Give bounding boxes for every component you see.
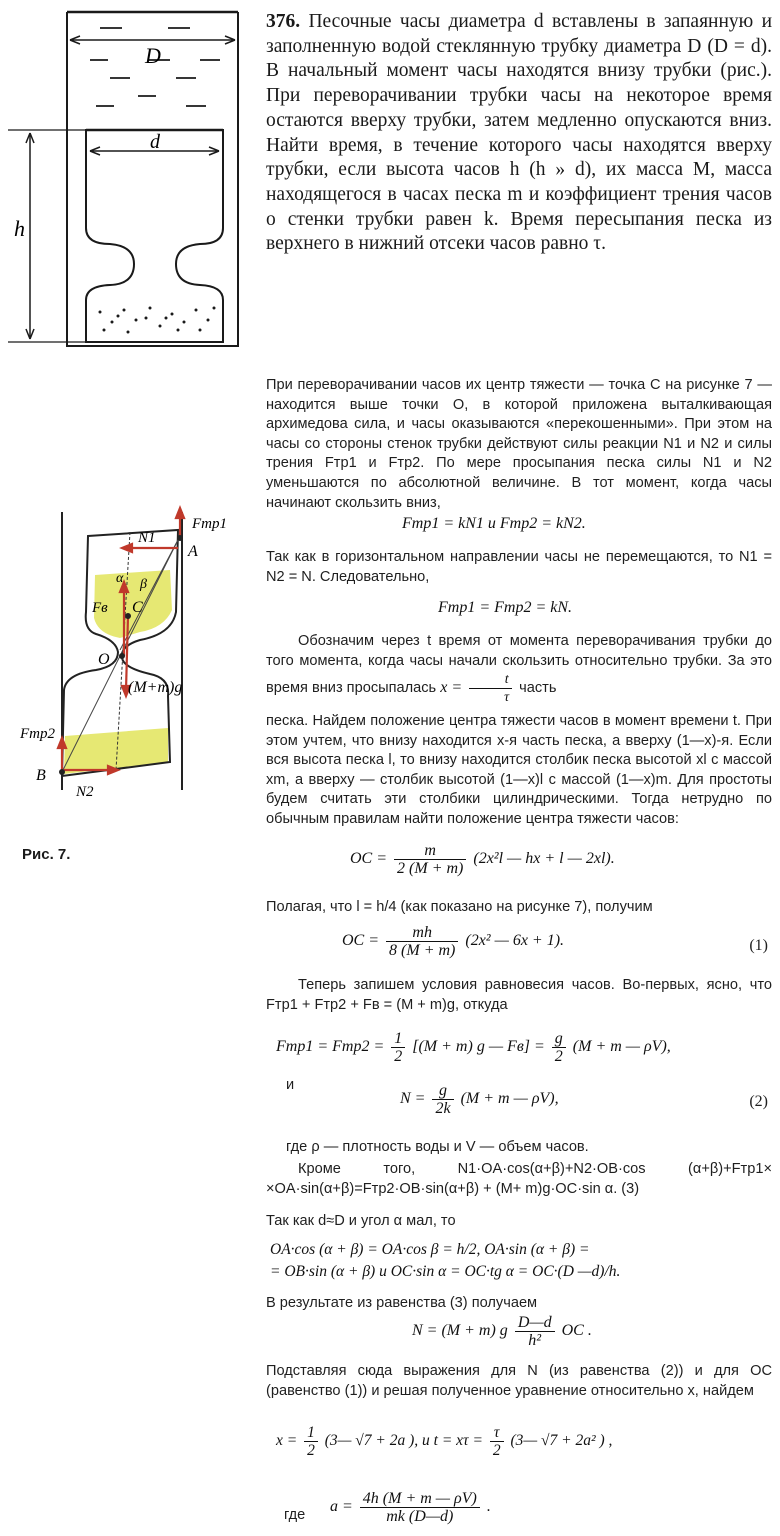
f-num1: 1 bbox=[391, 1030, 405, 1048]
x-eq-label: x = bbox=[440, 679, 463, 697]
text-3b: часть bbox=[519, 680, 557, 697]
f-right: (M + m — ρV), bbox=[572, 1038, 671, 1056]
eq2-right: (M + m — ρV), bbox=[460, 1090, 559, 1108]
solution-paragraph-3c: песка. Найдем положение центра тяжести часов в момент времени t. При этом учтем, что внизу находится x-я часть песка, а вверху (1—x)-я. Если вся высота песка l, то внизу находится столбик песка высотой xl с массой xm, а вверху — столбик высотой (1—x)l с массой (1—x)m. Для простоты будем считать эти столбики цилиндрическими. Тогда нетрудно по обычным правилам найти положение центра тяжести часов: bbox=[266, 713, 772, 827]
figure-tube bbox=[0, 0, 260, 360]
f-den1: 2 bbox=[394, 1048, 403, 1065]
equation-friction-values bbox=[276, 1030, 671, 1065]
f-mid: [(M + m) g — Fв] = bbox=[412, 1038, 545, 1056]
x-num1: 1 bbox=[304, 1424, 318, 1442]
oc-left: OC = bbox=[350, 850, 388, 868]
n-num: D—d bbox=[515, 1314, 555, 1332]
a-den: mk (D—d) bbox=[386, 1508, 454, 1525]
word-where: где bbox=[284, 1507, 306, 1523]
a-left: a = bbox=[330, 1498, 353, 1516]
equation-sin: = OB·sin (α + β) и OC·sin α = OC·tg α = OC·(D —d)/h. bbox=[270, 1263, 621, 1280]
equation-friction-equal: Fтр1 = Fтр2 = kN. bbox=[438, 599, 573, 616]
eq1-den: 8 (M + m) bbox=[389, 942, 456, 959]
figure-caption: Рис. 7. bbox=[22, 846, 71, 863]
x-den: τ bbox=[504, 690, 510, 706]
x-den1: 2 bbox=[307, 1442, 315, 1459]
text-3a: Обозначим через t время от момента переворачивания трубки до того момента, когда часы начали скользить относительно трубки. За это время вниз просыпалась bbox=[266, 633, 772, 697]
equation-n bbox=[412, 1314, 592, 1349]
label-d: d bbox=[150, 131, 160, 153]
problem-statement bbox=[266, 10, 772, 257]
x-left: x = bbox=[276, 1432, 298, 1450]
solution-paragraph-2: Так как в горизонтальном направлении часы не перемещаются, то N1 = N2 = N. Следовательно, bbox=[266, 549, 772, 585]
label-a: A bbox=[188, 543, 198, 560]
x-fraction bbox=[440, 672, 519, 706]
x-den2: 2 bbox=[492, 1442, 501, 1459]
equation-oc bbox=[350, 842, 615, 877]
label-c: C bbox=[132, 599, 143, 616]
solution-paragraph-10: В результате из равенства (3) получаем bbox=[266, 1295, 538, 1311]
label-h: h bbox=[14, 216, 25, 241]
label-beta: β bbox=[140, 577, 147, 592]
oc-right: (2x²l — hx + l — 2xl). bbox=[473, 850, 615, 868]
eq2-den: 2k bbox=[435, 1100, 451, 1117]
label-fv: Fв bbox=[92, 600, 108, 616]
n-right: OC . bbox=[561, 1322, 592, 1340]
f-den2: 2 bbox=[554, 1048, 563, 1065]
solution-paragraph-11: Подставляя сюда выражения для N (из равенства (2)) и для OC (равенство (1)) и решая полученное уравнение относительно x, найдем bbox=[266, 1363, 772, 1399]
label-b: B bbox=[36, 767, 46, 784]
equation-a bbox=[330, 1490, 491, 1525]
x-mid: (3— √7 + 2a ), и t = xτ = bbox=[324, 1432, 483, 1450]
x-right: (3— √7 + 2a² ) , bbox=[510, 1432, 613, 1450]
equation-1-number: (1) bbox=[749, 937, 768, 954]
eq2-left: N = bbox=[400, 1090, 426, 1108]
label-o: O bbox=[98, 651, 110, 668]
solution-paragraph-5: Теперь запишем условия равновесия часов. Во-первых, ясно, что Fтр1 + Fтр2 + Fв = (M + m)g, откуда bbox=[266, 977, 772, 1013]
eq2-num: g bbox=[432, 1082, 453, 1100]
oc-den: 2 (M + m) bbox=[397, 860, 464, 877]
problem-number: 376. bbox=[266, 11, 301, 32]
equation-x bbox=[276, 1424, 612, 1459]
solution-paragraph-1: При переворачивании часов их центр тяжести — точка C на рисунке 7 — находится выше точки O, в которой приложена выталкивающая архимедова сила, и часы оказываются «перекошенными». При этом на часы со стороны стенок трубки действуют силы реакции N1 и N2 и силы трения Fтр1 и Fтр2. По мере просыпания песка силы N1 и N2 уменьшаются по абсолютной величине. В тот момент, когда часы начинают скользить вниз, bbox=[266, 377, 772, 511]
f-left: Fтр1 = Fтр2 = bbox=[276, 1038, 385, 1056]
x-num2: τ bbox=[490, 1424, 504, 1442]
solution-paragraph-4: Полагая, что l = h/4 (как показано на рисунке 7), получим bbox=[266, 899, 653, 915]
n-left: N = (M + m) g bbox=[412, 1322, 508, 1340]
solution-paragraph-8: Кроме того, N1·OA·cos(α+β)+N2·OB·cos (α+β)+Fтр1× ×OA·sin(α+β)=Fтр2·OB·sin(α+β) + (M+ m)g·OC·sin α. (3) bbox=[266, 1161, 772, 1197]
n-den: h² bbox=[528, 1332, 542, 1349]
equation-2-number: (2) bbox=[749, 1093, 768, 1110]
equation-friction: Fтр1 = kN1 и Fтр2 = kN2. bbox=[402, 515, 586, 532]
a-num: 4h (M + m — ρV) bbox=[360, 1490, 480, 1508]
label-alpha: α bbox=[116, 571, 124, 586]
word-and: и bbox=[286, 1077, 295, 1093]
label-D: D bbox=[145, 43, 161, 68]
eq1-right: (2x² — 6x + 1). bbox=[465, 932, 565, 950]
label-ftr2: Fтр2 bbox=[20, 726, 55, 742]
solution-paragraph-7: где ρ — плотность воды и V — объем часов. bbox=[286, 1139, 589, 1155]
label-n2: N2 bbox=[76, 784, 94, 800]
oc-num: m bbox=[394, 842, 466, 860]
eq1-num: mh bbox=[386, 924, 458, 942]
solution-paragraph-9: Так как d≈D и угол α мал, то bbox=[266, 1213, 456, 1229]
equation-cos: OA·cos (α + β) = OA·cos β = h/2, OA·sin (α + β) = bbox=[270, 1241, 590, 1258]
solution-paragraph-3a bbox=[266, 632, 772, 710]
label-mmg: (M+m)g bbox=[128, 679, 183, 696]
x-num: t bbox=[469, 671, 512, 689]
equation-1 bbox=[342, 924, 564, 959]
eq1-left: OC = bbox=[342, 932, 380, 950]
f-num2: g bbox=[552, 1030, 566, 1048]
figure-forces bbox=[0, 500, 260, 800]
label-ftr1: Fтр1 bbox=[192, 516, 227, 532]
a-right: . bbox=[486, 1498, 491, 1516]
label-n1: N1 bbox=[138, 530, 156, 546]
equation-2 bbox=[400, 1082, 559, 1117]
problem-text: Песочные часы диаметра d вставлены в запаянную и заполненную водой стеклянную трубку диаметра D (D = d). В начальный момент часы находятся внизу трубки (рис.). При переворачивании трубки часы на некоторое время остаются вверху трубки, затем медленно опускаются вниз. Найти время, в течение которого часы находятся вверху трубки, если высота часов h (h » d), их масса M, масса находящегося в часах песка m и коэффициент трения часов о стенки трубки равен k. Время пересыпания песка из верхнего в нижний отсеки часов равно τ. bbox=[266, 11, 773, 255]
